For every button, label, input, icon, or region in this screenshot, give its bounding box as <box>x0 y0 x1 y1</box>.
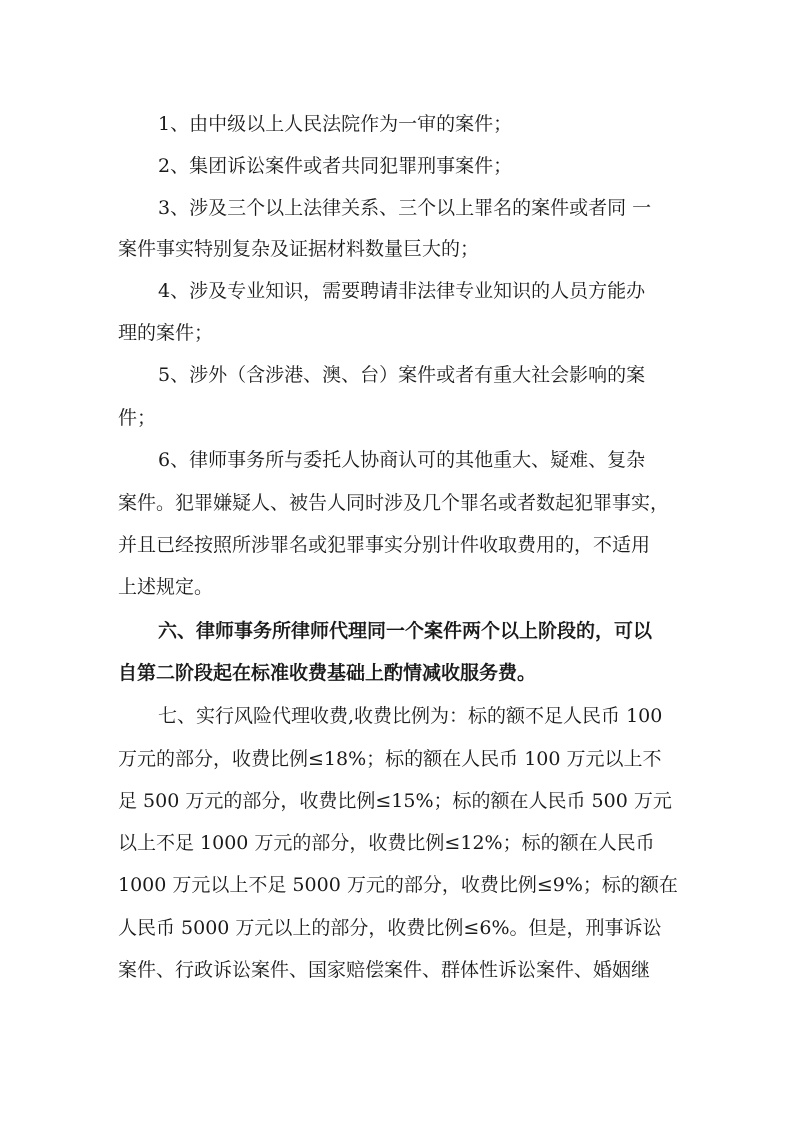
text-line: 理的案件； <box>118 322 214 344</box>
text-line: 3、涉及三个以上法律关系、三个以上罪名的案件或者同 一 <box>158 197 652 219</box>
text-line: 4、涉及专业知识，需要聘请非法律专业知识的人员方能办 <box>158 280 646 302</box>
text-line: 1、由中级以上人民法院作为一审的案件； <box>158 113 513 135</box>
text-line: 案件。犯罪嫌疑人、被告人同时涉及几个罪名或者数起犯罪事实， <box>118 492 670 514</box>
text-line: 6、律师事务所与委托人协商认可的其他重大、疑难、复杂 <box>158 449 646 471</box>
text-line: 案件事实特别复杂及证据材料数量巨大的； <box>118 238 480 260</box>
text-line: 上述规定。 <box>118 576 214 598</box>
text-line: 足 500 万元的部分，收费比例≤15%；标的额在人民币 500 万元 <box>118 790 672 812</box>
text-line: 人民币 5000 万元以上的部分，收费比例≤6%。但是，刑事诉讼 <box>118 917 662 939</box>
text-line: 并且已经按照所涉罪名或犯罪事实分别计件收取费用的，不适用 <box>118 534 651 556</box>
text-line: 案件、行政诉讼案件、国家赔偿案件、群体性诉讼案件、婚姻继 <box>118 959 651 981</box>
text-line: 2、集团诉讼案件或者共同犯罪刑事案件； <box>158 155 513 177</box>
text-line: 以上不足 1000 万元的部分，收费比例≤12%；标的额在人民币 <box>118 832 655 854</box>
text-line: 件； <box>118 407 157 429</box>
text-line: 万元的部分，收费比例≤18%；标的额在人民币 100 万元以上不 <box>118 748 662 770</box>
text-line: 1000 万元以上不足 5000 万元的部分，收费比例≤9%；标的额在 <box>118 874 678 896</box>
text-line-bold: 自第二阶段起在标准收费基础上酌情减收服务费。 <box>118 662 537 684</box>
text-line: 5、涉外（含涉港、澳、台）案件或者有重大社会影响的案 <box>158 364 646 386</box>
text-line: 七、实行风险代理收费,收费比例为：标的额不足人民币 100 <box>158 705 663 727</box>
text-line-bold: 六、律师事务所律师代理同一个案件两个以上阶段的，可以 <box>158 620 653 642</box>
